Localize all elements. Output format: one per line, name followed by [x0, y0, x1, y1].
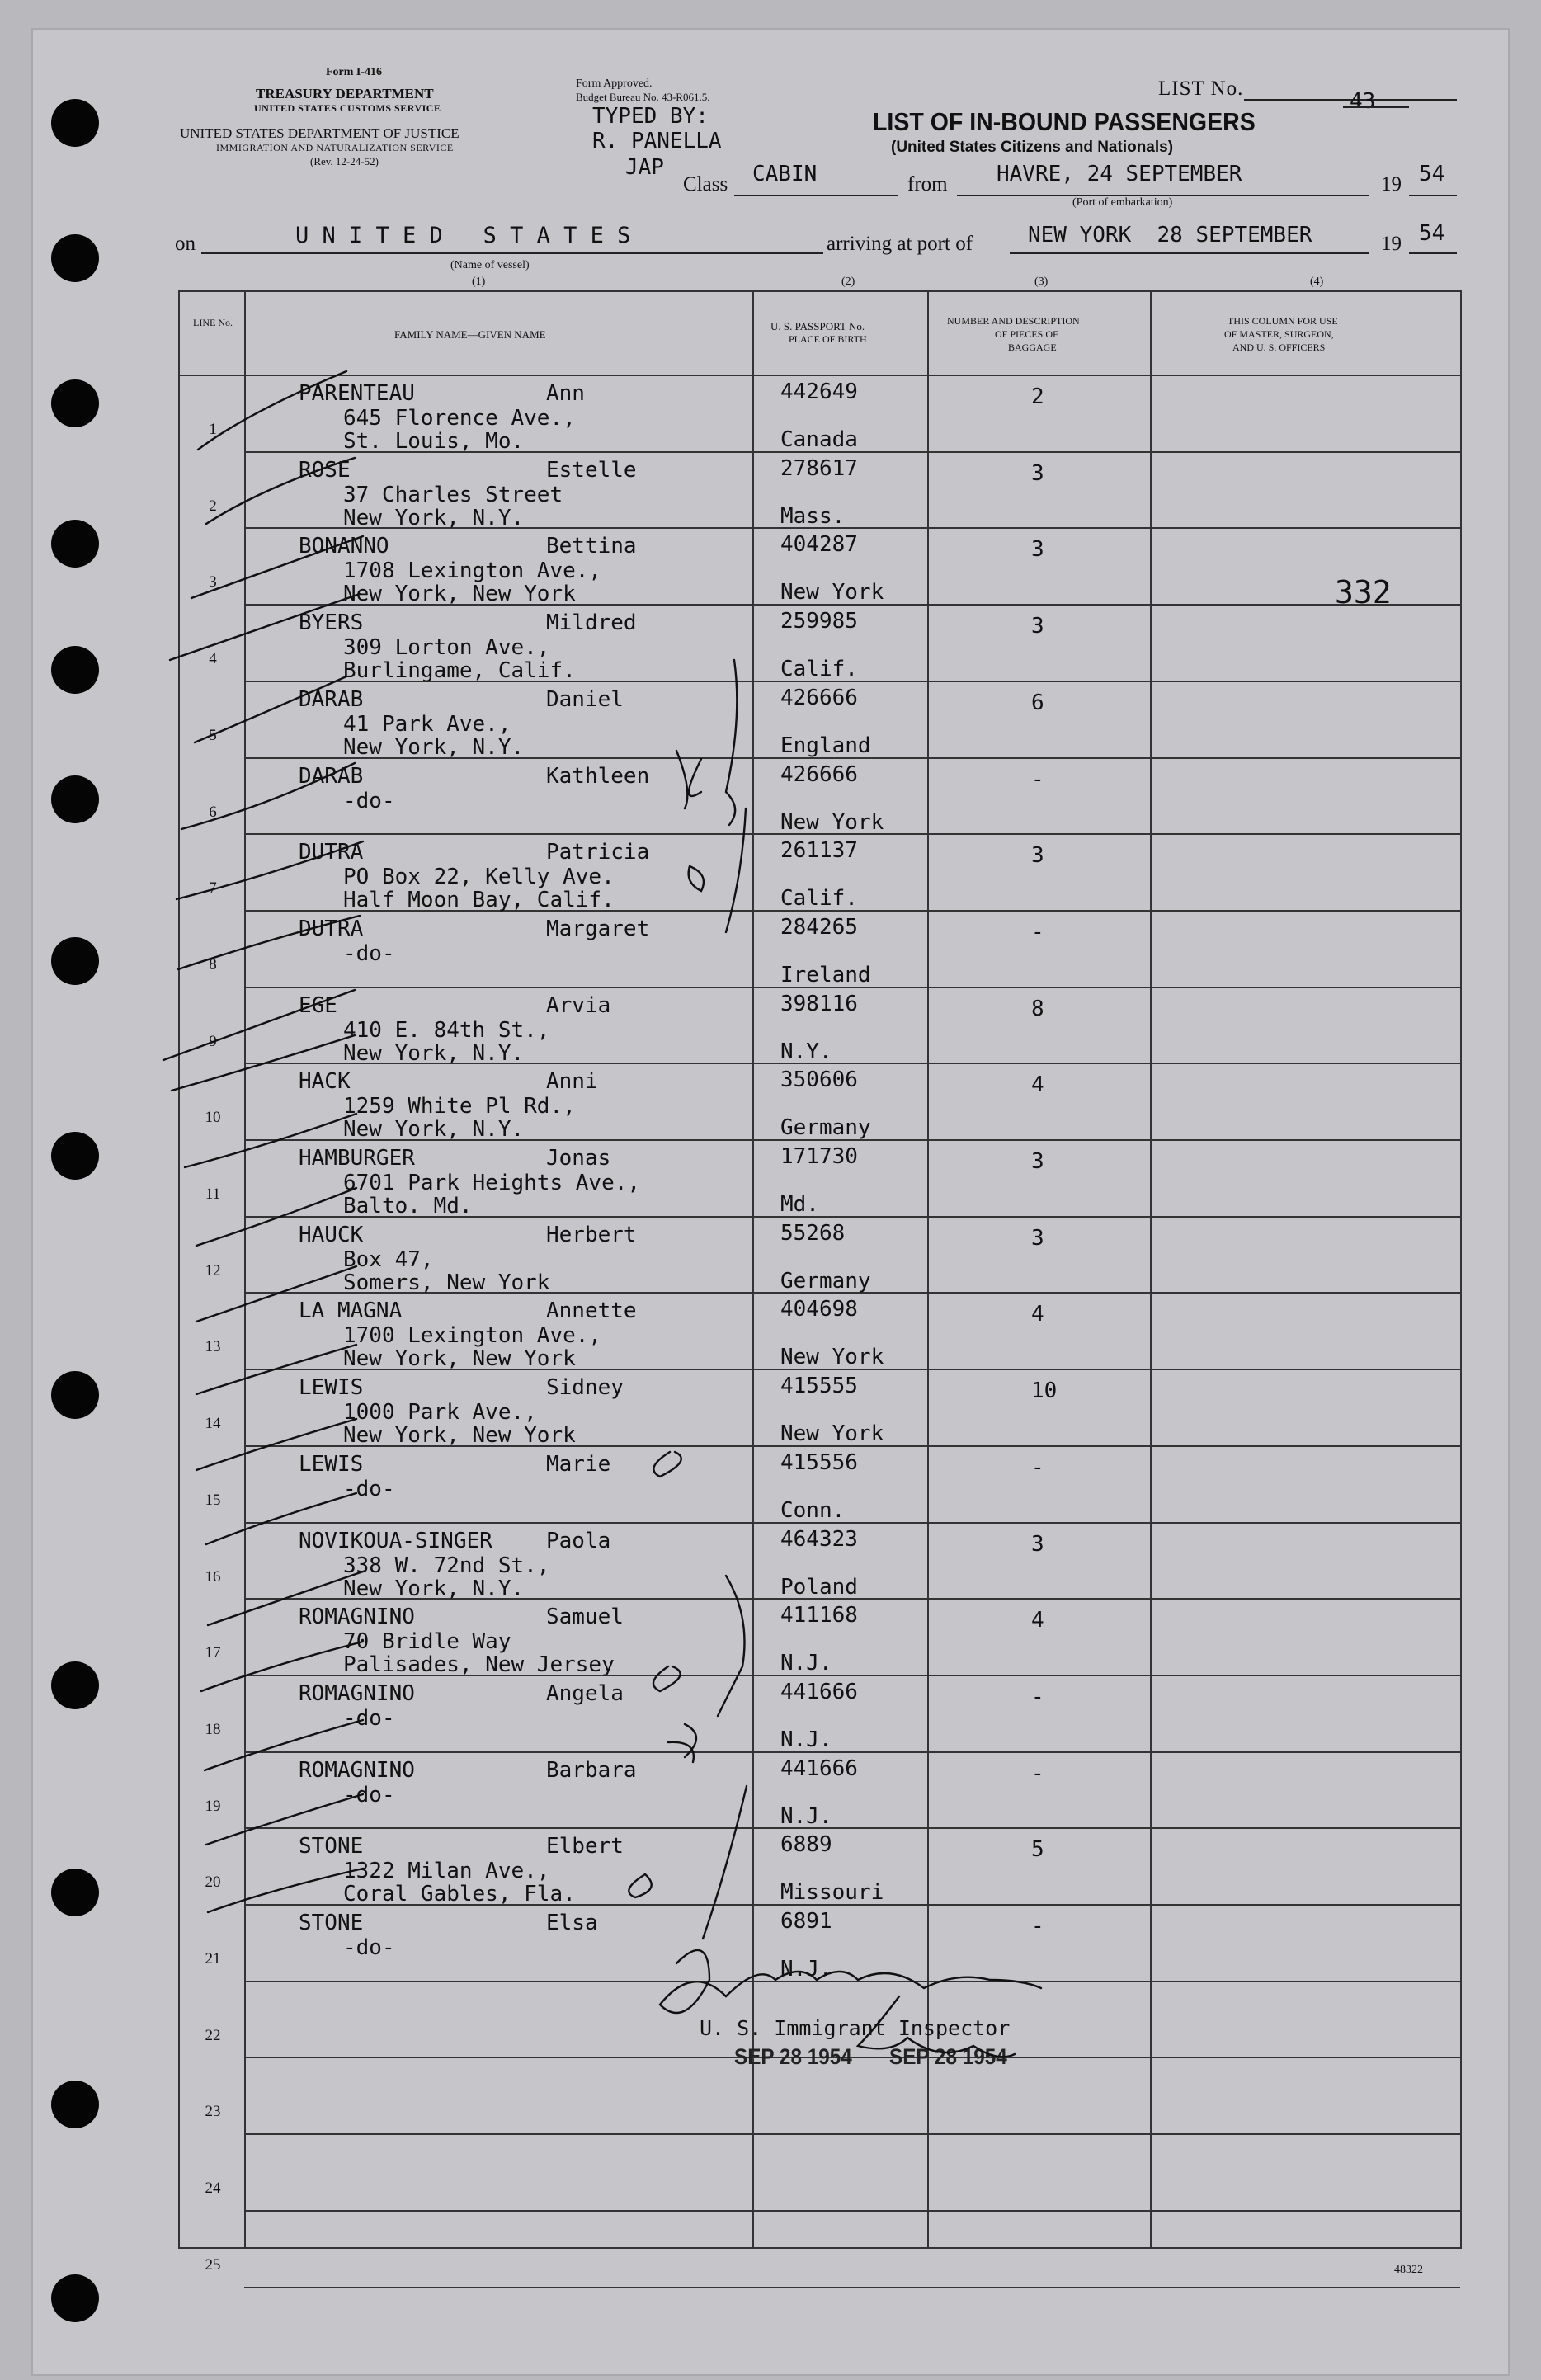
treasury-line: TREASURY DEPARTMENT — [256, 86, 434, 101]
passenger-address-line: 41 Park Ave., — [343, 712, 511, 737]
passenger-address-line: Burlingame, Calif. — [343, 658, 576, 683]
passport-number: 259985 — [780, 609, 858, 634]
header-divider — [180, 375, 1460, 376]
ins-line: IMMIGRATION AND NATURALIZATION SERVICE — [216, 142, 454, 153]
column-divider — [244, 292, 246, 2247]
passenger-address-line: 70 Bridle Way — [343, 1629, 511, 1654]
passport-number: 261137 — [780, 838, 858, 863]
place-of-birth: N.J. — [780, 1651, 832, 1675]
baggage-count: 3 — [1031, 1226, 1044, 1251]
line-number: 19 — [205, 1798, 221, 1815]
binder-hole — [51, 379, 99, 427]
column-divider — [1150, 292, 1152, 2247]
port-embarkation-caption: (Port of embarkation) — [1072, 196, 1173, 209]
passenger-family-name: ROSE — [299, 458, 351, 483]
typed-by-initials: JAP — [625, 155, 664, 180]
passenger-family-name: LEWIS — [299, 1375, 364, 1400]
passenger-address-line: New York, N.Y. — [343, 1041, 525, 1066]
passenger-address-line: New York, N.Y. — [343, 506, 525, 530]
typed-by-label: TYPED BY: — [592, 104, 709, 129]
line-number: 4 — [209, 650, 217, 667]
passenger-family-name: LEWIS — [299, 1452, 364, 1477]
column-number-2: (2) — [841, 276, 855, 288]
passenger-family-name: DUTRA — [299, 917, 364, 941]
place-of-birth: Germany — [780, 1115, 871, 1140]
header-officer-2: OF MASTER, SURGEON, — [1224, 328, 1334, 340]
baggage-count: 2 — [1031, 384, 1044, 409]
passenger-address-line: Box 47, — [343, 1247, 434, 1272]
passenger-address-line: New York, N.Y. — [343, 1117, 525, 1142]
embarkation-value: HAVRE, 24 SEPTEMBER — [997, 162, 1242, 186]
arrival-year-prefix: 19 — [1381, 233, 1402, 255]
row-divider — [244, 1827, 1460, 1829]
passenger-address-line: -do- — [343, 941, 395, 966]
baggage-count: - — [1031, 767, 1044, 792]
passenger-address-line: -do- — [343, 1706, 395, 1731]
passenger-address-line: 410 E. 84th St., — [343, 1018, 550, 1043]
column-divider — [752, 292, 754, 2247]
binder-hole — [51, 1132, 99, 1180]
justice-line: UNITED STATES DEPARTMENT OF JUSTICE — [180, 125, 459, 141]
passenger-family-name: STONE — [299, 1911, 364, 1935]
binder-hole — [51, 99, 99, 147]
header-officer-1: THIS COLUMN FOR USE — [1228, 315, 1338, 327]
passenger-given-name: Annette — [546, 1298, 637, 1323]
passenger-family-name: HAUCK — [299, 1223, 364, 1247]
class-underline — [734, 195, 898, 196]
passenger-address-line: -do- — [343, 1935, 395, 1960]
passport-number: 404698 — [780, 1297, 858, 1322]
passenger-address-line: 6701 Park Heights Ave., — [343, 1171, 641, 1195]
baggage-count: 3 — [1031, 843, 1044, 868]
line-number: 23 — [205, 2103, 221, 2120]
place-of-birth: Missouri — [780, 1880, 884, 1905]
passenger-address-line: Balto. Md. — [343, 1194, 473, 1218]
budget-bureau: Budget Bureau No. 43-R061.5. — [576, 91, 710, 103]
row-divider — [244, 2057, 1460, 2058]
passenger-family-name: EGE — [299, 993, 337, 1018]
year-underline — [1409, 195, 1457, 196]
baggage-count: 3 — [1031, 461, 1044, 486]
baggage-count: 4 — [1031, 1302, 1044, 1327]
passenger-family-name: ROMAGNINO — [299, 1681, 415, 1706]
arriving-label: arriving at port of — [827, 233, 973, 255]
passenger-given-name: Anni — [546, 1069, 598, 1094]
place-of-birth: N.J. — [780, 1804, 832, 1829]
passenger-address-line: 1000 Park Ave., — [343, 1400, 537, 1425]
passenger-address-line: 645 Florence Ave., — [343, 406, 576, 431]
vessel-name: U N I T E D S T A T E S — [295, 223, 631, 248]
passenger-family-name: BONANNO — [299, 534, 389, 558]
date-stamp: SEP 28 1954 — [734, 2044, 852, 2069]
passenger-address-line: 1259 White Pl Rd., — [343, 1094, 576, 1119]
officer-annotation: 332 — [1335, 574, 1392, 610]
passenger-given-name: Marie — [546, 1452, 611, 1477]
baggage-count: 10 — [1031, 1379, 1058, 1403]
line-number: 21 — [205, 1950, 221, 1968]
passenger-given-name: Sidney — [546, 1375, 624, 1400]
manifest-subtitle: (United States Citizens and Nationals) — [891, 139, 1174, 156]
passenger-address-line: 37 Charles Street — [343, 483, 563, 507]
year-prefix: 19 — [1381, 173, 1402, 196]
header-name: FAMILY NAME—GIVEN NAME — [394, 328, 546, 341]
place-of-birth: Conn. — [780, 1498, 846, 1523]
line-number: 3 — [209, 573, 217, 591]
passenger-given-name: Paola — [546, 1529, 611, 1553]
passenger-address-line: Somers, New York — [343, 1270, 550, 1295]
column-number-3: (3) — [1034, 276, 1049, 288]
arrival-underline — [1010, 252, 1369, 254]
passport-number: 442649 — [780, 379, 858, 404]
passenger-address-line: Palisades, New Jersey — [343, 1652, 615, 1677]
baggage-count: 8 — [1031, 997, 1044, 1021]
row-divider — [244, 1751, 1460, 1753]
customs-line: UNITED STATES CUSTOMS SERVICE — [254, 102, 441, 114]
line-number: 25 — [205, 2256, 221, 2274]
place-of-birth: Germany — [780, 1269, 871, 1294]
from-label: from — [907, 173, 948, 196]
footer-code: 48322 — [1394, 2264, 1423, 2276]
passenger-given-name: Patricia — [546, 840, 650, 865]
passport-number: 426666 — [780, 762, 858, 787]
header-baggage-3: BAGGAGE — [1008, 342, 1057, 353]
passenger-address-line: 338 W. 72nd St., — [343, 1553, 550, 1578]
baggage-count: 3 — [1031, 614, 1044, 639]
year-value: 54 — [1419, 162, 1445, 186]
header-officer-3: AND U. S. OFFICERS — [1232, 342, 1326, 353]
inspector-title: U. S. Immigrant Inspector — [700, 2016, 1011, 2040]
line-number: 15 — [205, 1492, 221, 1509]
passenger-address-line: New York, N.Y. — [343, 1576, 525, 1601]
line-number: 12 — [205, 1262, 221, 1280]
passport-number: 398116 — [780, 992, 858, 1016]
row-divider — [244, 1981, 1460, 1982]
passport-number: 441666 — [780, 1680, 858, 1704]
baggage-count: 4 — [1031, 1608, 1044, 1633]
list-number-value: 43 — [1350, 89, 1376, 114]
manifest-title: LIST OF IN-BOUND PASSENGERS — [873, 107, 1256, 136]
baggage-count: 3 — [1031, 537, 1044, 562]
line-number: 6 — [209, 804, 217, 821]
passport-number: 404287 — [780, 532, 858, 557]
passenger-address-line: 309 Lorton Ave., — [343, 635, 550, 660]
binder-hole — [51, 234, 99, 282]
passenger-address-line: New York, New York — [343, 1423, 576, 1448]
revision-line: (Rev. 12-24-52) — [310, 155, 379, 167]
passenger-family-name: DARAB — [299, 687, 364, 712]
passenger-address-line: Half Moon Bay, Calif. — [343, 888, 615, 912]
row-divider — [244, 2133, 1460, 2135]
line-number: 24 — [205, 2180, 221, 2197]
passport-number: 415556 — [780, 1450, 858, 1475]
passport-number: 464323 — [780, 1527, 858, 1552]
baggage-count: - — [1031, 1685, 1044, 1709]
passenger-address-line: New York, New York — [343, 582, 576, 606]
line-number: 16 — [205, 1568, 221, 1586]
header-baggage-1: NUMBER AND DESCRIPTION — [947, 315, 1080, 327]
passenger-family-name: PARENTEAU — [299, 381, 415, 406]
line-number: 9 — [209, 1033, 217, 1050]
line-number: 5 — [209, 727, 217, 744]
passport-number: 284265 — [780, 915, 858, 940]
place-of-birth: Poland — [780, 1575, 858, 1600]
passenger-address-line: -do- — [343, 1477, 395, 1501]
baggage-count: - — [1031, 1914, 1044, 1939]
passport-number: 350606 — [780, 1067, 858, 1092]
passport-number: 426666 — [780, 686, 858, 710]
list-number-label: LIST No. — [1158, 78, 1244, 100]
passenger-given-name: Ann — [546, 381, 585, 406]
line-number: 20 — [205, 1873, 221, 1891]
passport-number: 415555 — [780, 1374, 858, 1398]
binder-hole — [51, 937, 99, 985]
passenger-given-name: Jonas — [546, 1146, 611, 1171]
passenger-given-name: Barbara — [546, 1758, 637, 1783]
passenger-given-name: Samuel — [546, 1605, 624, 1629]
row-divider — [244, 2210, 1460, 2212]
line-number: 14 — [205, 1415, 221, 1432]
header-birthplace: PLACE OF BIRTH — [789, 333, 867, 345]
baggage-count: 6 — [1031, 690, 1044, 715]
passenger-address-line: -do- — [343, 789, 395, 813]
passport-number: 6891 — [780, 1909, 832, 1934]
passenger-address-line: St. Louis, Mo. — [343, 429, 525, 454]
line-number: 10 — [205, 1109, 221, 1126]
form-number: Form I-416 — [326, 66, 383, 78]
passport-number: 6889 — [780, 1832, 832, 1857]
passenger-address-line: New York, New York — [343, 1346, 576, 1371]
on-label: on — [175, 233, 196, 255]
line-number: 8 — [209, 956, 217, 973]
binder-hole — [51, 2081, 99, 2128]
passenger-given-name: Arvia — [546, 993, 611, 1018]
passenger-given-name: Elsa — [546, 1911, 598, 1935]
passenger-address-line: PO Box 22, Kelly Ave. — [343, 865, 615, 889]
passenger-family-name: ROMAGNINO — [299, 1758, 415, 1783]
passenger-address-line: New York, N.Y. — [343, 735, 525, 760]
header-line-no: LINE No. — [193, 317, 233, 328]
passenger-given-name: Margaret — [546, 917, 650, 941]
passenger-family-name: LA MAGNA — [299, 1298, 403, 1323]
passenger-address-line: Coral Gables, Fla. — [343, 1882, 576, 1906]
line-number: 22 — [205, 2027, 221, 2044]
date-stamp: SEP 28 1954 — [889, 2044, 1007, 2069]
passport-number: 171730 — [780, 1144, 858, 1169]
baggage-count: 3 — [1031, 1149, 1044, 1174]
binder-hole — [51, 2274, 99, 2322]
form-approved: Form Approved. — [576, 78, 653, 90]
line-number: 2 — [209, 497, 217, 515]
binder-hole — [51, 646, 99, 694]
vessel-caption: (Name of vessel) — [450, 259, 530, 271]
arrival-year-value: 54 — [1419, 221, 1445, 246]
binder-hole — [51, 1661, 99, 1709]
place-of-birth: New York — [780, 580, 884, 605]
passenger-given-name: Estelle — [546, 458, 637, 483]
passenger-family-name: HAMBURGER — [299, 1146, 415, 1171]
baggage-count: 5 — [1031, 1837, 1044, 1862]
column-number-4: (4) — [1310, 276, 1324, 288]
passport-number: 55268 — [780, 1221, 846, 1246]
passenger-address-line: 1708 Lexington Ave., — [343, 558, 602, 583]
place-of-birth: New York — [780, 1345, 884, 1369]
typed-by-name: R. PANELLA — [592, 129, 722, 153]
place-of-birth: Canada — [780, 427, 858, 452]
passenger-family-name: DARAB — [299, 764, 364, 789]
passenger-given-name: Kathleen — [546, 764, 650, 789]
passport-number: 411168 — [780, 1603, 858, 1628]
class-label: Class — [683, 173, 728, 196]
line-number: 7 — [209, 879, 217, 897]
binder-hole — [51, 1869, 99, 1916]
place-of-birth: New York — [780, 810, 884, 835]
list-number-strike — [1343, 106, 1409, 108]
arrival-year-underline — [1409, 252, 1457, 254]
line-number: 13 — [205, 1338, 221, 1355]
passenger-family-name: ROMAGNINO — [299, 1605, 415, 1629]
baggage-count: - — [1031, 1455, 1044, 1480]
place-of-birth: Calif. — [780, 657, 858, 681]
place-of-birth: Ireland — [780, 963, 871, 987]
place-of-birth: New York — [780, 1421, 884, 1446]
arrival-value: NEW YORK 28 SEPTEMBER — [1028, 223, 1312, 247]
passenger-given-name: Elbert — [546, 1834, 624, 1859]
passenger-address-line: 1322 Milan Ave., — [343, 1859, 550, 1883]
line-number: 11 — [205, 1185, 221, 1203]
place-of-birth: N.Y. — [780, 1039, 832, 1064]
header-baggage-2: OF PIECES OF — [995, 328, 1058, 340]
column-number-1: (1) — [472, 276, 486, 288]
class-value: CABIN — [752, 162, 818, 186]
passenger-given-name: Mildred — [546, 610, 637, 635]
column-divider — [927, 292, 929, 2247]
passenger-given-name: Herbert — [546, 1223, 637, 1247]
line-number: 17 — [205, 1644, 221, 1661]
passenger-address-line: 1700 Lexington Ave., — [343, 1323, 602, 1348]
binder-hole — [51, 1371, 99, 1419]
place-of-birth: Calif. — [780, 886, 858, 911]
baggage-count: - — [1031, 920, 1044, 945]
passenger-family-name: BYERS — [299, 610, 364, 635]
row-divider — [244, 2287, 1460, 2288]
place-of-birth: Mass. — [780, 504, 846, 529]
place-of-birth: N.J. — [780, 1957, 832, 1982]
passenger-family-name: NOVIKOUA-SINGER — [299, 1529, 492, 1553]
passenger-given-name: Angela — [546, 1681, 624, 1706]
place-of-birth: N.J. — [780, 1727, 832, 1752]
passenger-family-name: STONE — [299, 1834, 364, 1859]
passport-number: 278617 — [780, 456, 858, 481]
place-of-birth: Md. — [780, 1192, 819, 1217]
passenger-address-line: -do- — [343, 1783, 395, 1807]
vessel-underline — [201, 252, 823, 254]
baggage-count: - — [1031, 1761, 1044, 1786]
header-passport: U. S. PASSPORT No. — [770, 320, 865, 332]
baggage-count: 4 — [1031, 1072, 1044, 1097]
line-number: 1 — [209, 421, 217, 438]
line-number: 18 — [205, 1721, 221, 1738]
binder-hole — [51, 775, 99, 823]
passenger-family-name: HACK — [299, 1069, 351, 1094]
row-divider — [244, 1522, 1460, 1524]
passport-number: 441666 — [780, 1756, 858, 1781]
passenger-family-name: DUTRA — [299, 840, 364, 865]
place-of-birth: England — [780, 733, 871, 758]
binder-hole — [51, 520, 99, 568]
passenger-given-name: Bettina — [546, 534, 637, 558]
passenger-given-name: Daniel — [546, 687, 624, 712]
baggage-count: 3 — [1031, 1532, 1044, 1557]
